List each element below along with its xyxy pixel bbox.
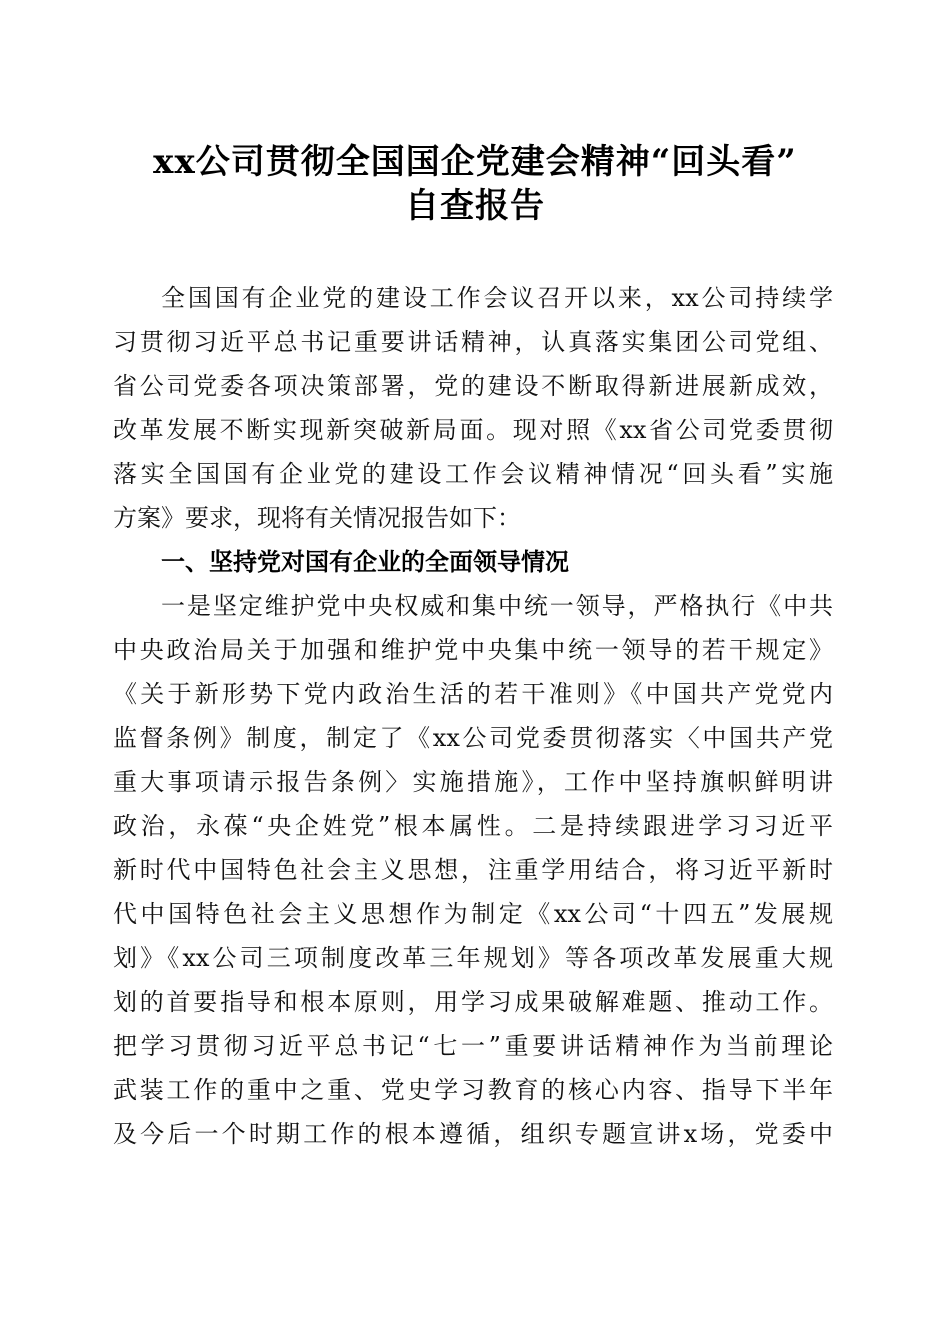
section-1-line: 监督条例》制度，制定了《xx公司党委贯彻落实〈中国共产党: [113, 724, 833, 752]
intro-line: 落实全国国有企业党的建设工作会议精神情况“回头看”实施: [113, 460, 833, 488]
section-1-line: 划的首要指导和根本原则，用学习成果破解难题、推动工作。: [113, 988, 833, 1016]
section-1-line: 划》《xx公司三项制度改革三年规划》等各项改革发展重大规: [113, 944, 833, 972]
section-1-line: 新时代中国特色社会主义思想，注重学用结合，将习近平新时: [113, 856, 833, 884]
section-1-line: 把学习贯彻习近平总书记“七一”重要讲话精神作为当前理论: [113, 1032, 833, 1060]
section-1-line: 重大事项请示报告条例〉实施措施》，工作中坚持旗帜鲜明讲: [113, 768, 833, 796]
section-1-line: 代中国特色社会主义思想作为制定《xx公司“十四五”发展规: [113, 900, 833, 928]
intro-line: 全国国有企业党的建设工作会议召开以来，xx公司持续学: [161, 284, 833, 312]
intro-line: 习贯彻习近平总书记重要讲话精神，认真落实集团公司党组、: [113, 328, 833, 356]
section-1-line: 《关于新形势下党内政治生活的若干准则》《中国共产党党内: [113, 680, 833, 708]
section-1-line: 政治，永葆“央企姓党”根本属性。二是持续跟进学习习近平: [113, 812, 833, 840]
intro-line: 省公司党委各项决策部署，党的建设不断取得新进展新成效，: [113, 372, 833, 400]
intro-line: 方案》要求，现将有关情况报告如下：: [113, 504, 521, 532]
document-title-line-1: xx公司贯彻全国国企党建会精神“回头看”: [153, 142, 797, 182]
section-1-line: 中央政治局关于加强和维护党中央集中统一领导的若干规定》: [113, 636, 833, 664]
section-1-line: 及今后一个时期工作的根本遵循，组织专题宣讲x场，党委中: [113, 1120, 833, 1148]
document-title-line-2: 自查报告: [405, 186, 545, 226]
section-1-line: 武装工作的重中之重、党史学习教育的核心内容、指导下半年: [113, 1076, 833, 1104]
section-1-line: 一是坚定维护党中央权威和集中统一领导，严格执行《中共: [161, 592, 833, 620]
intro-line: 改革发展不断实现新突破新局面。现对照《xx省公司党委贯彻: [113, 416, 833, 444]
section-1-heading: 一、坚持党对国有企业的全面领导情况: [161, 548, 569, 576]
